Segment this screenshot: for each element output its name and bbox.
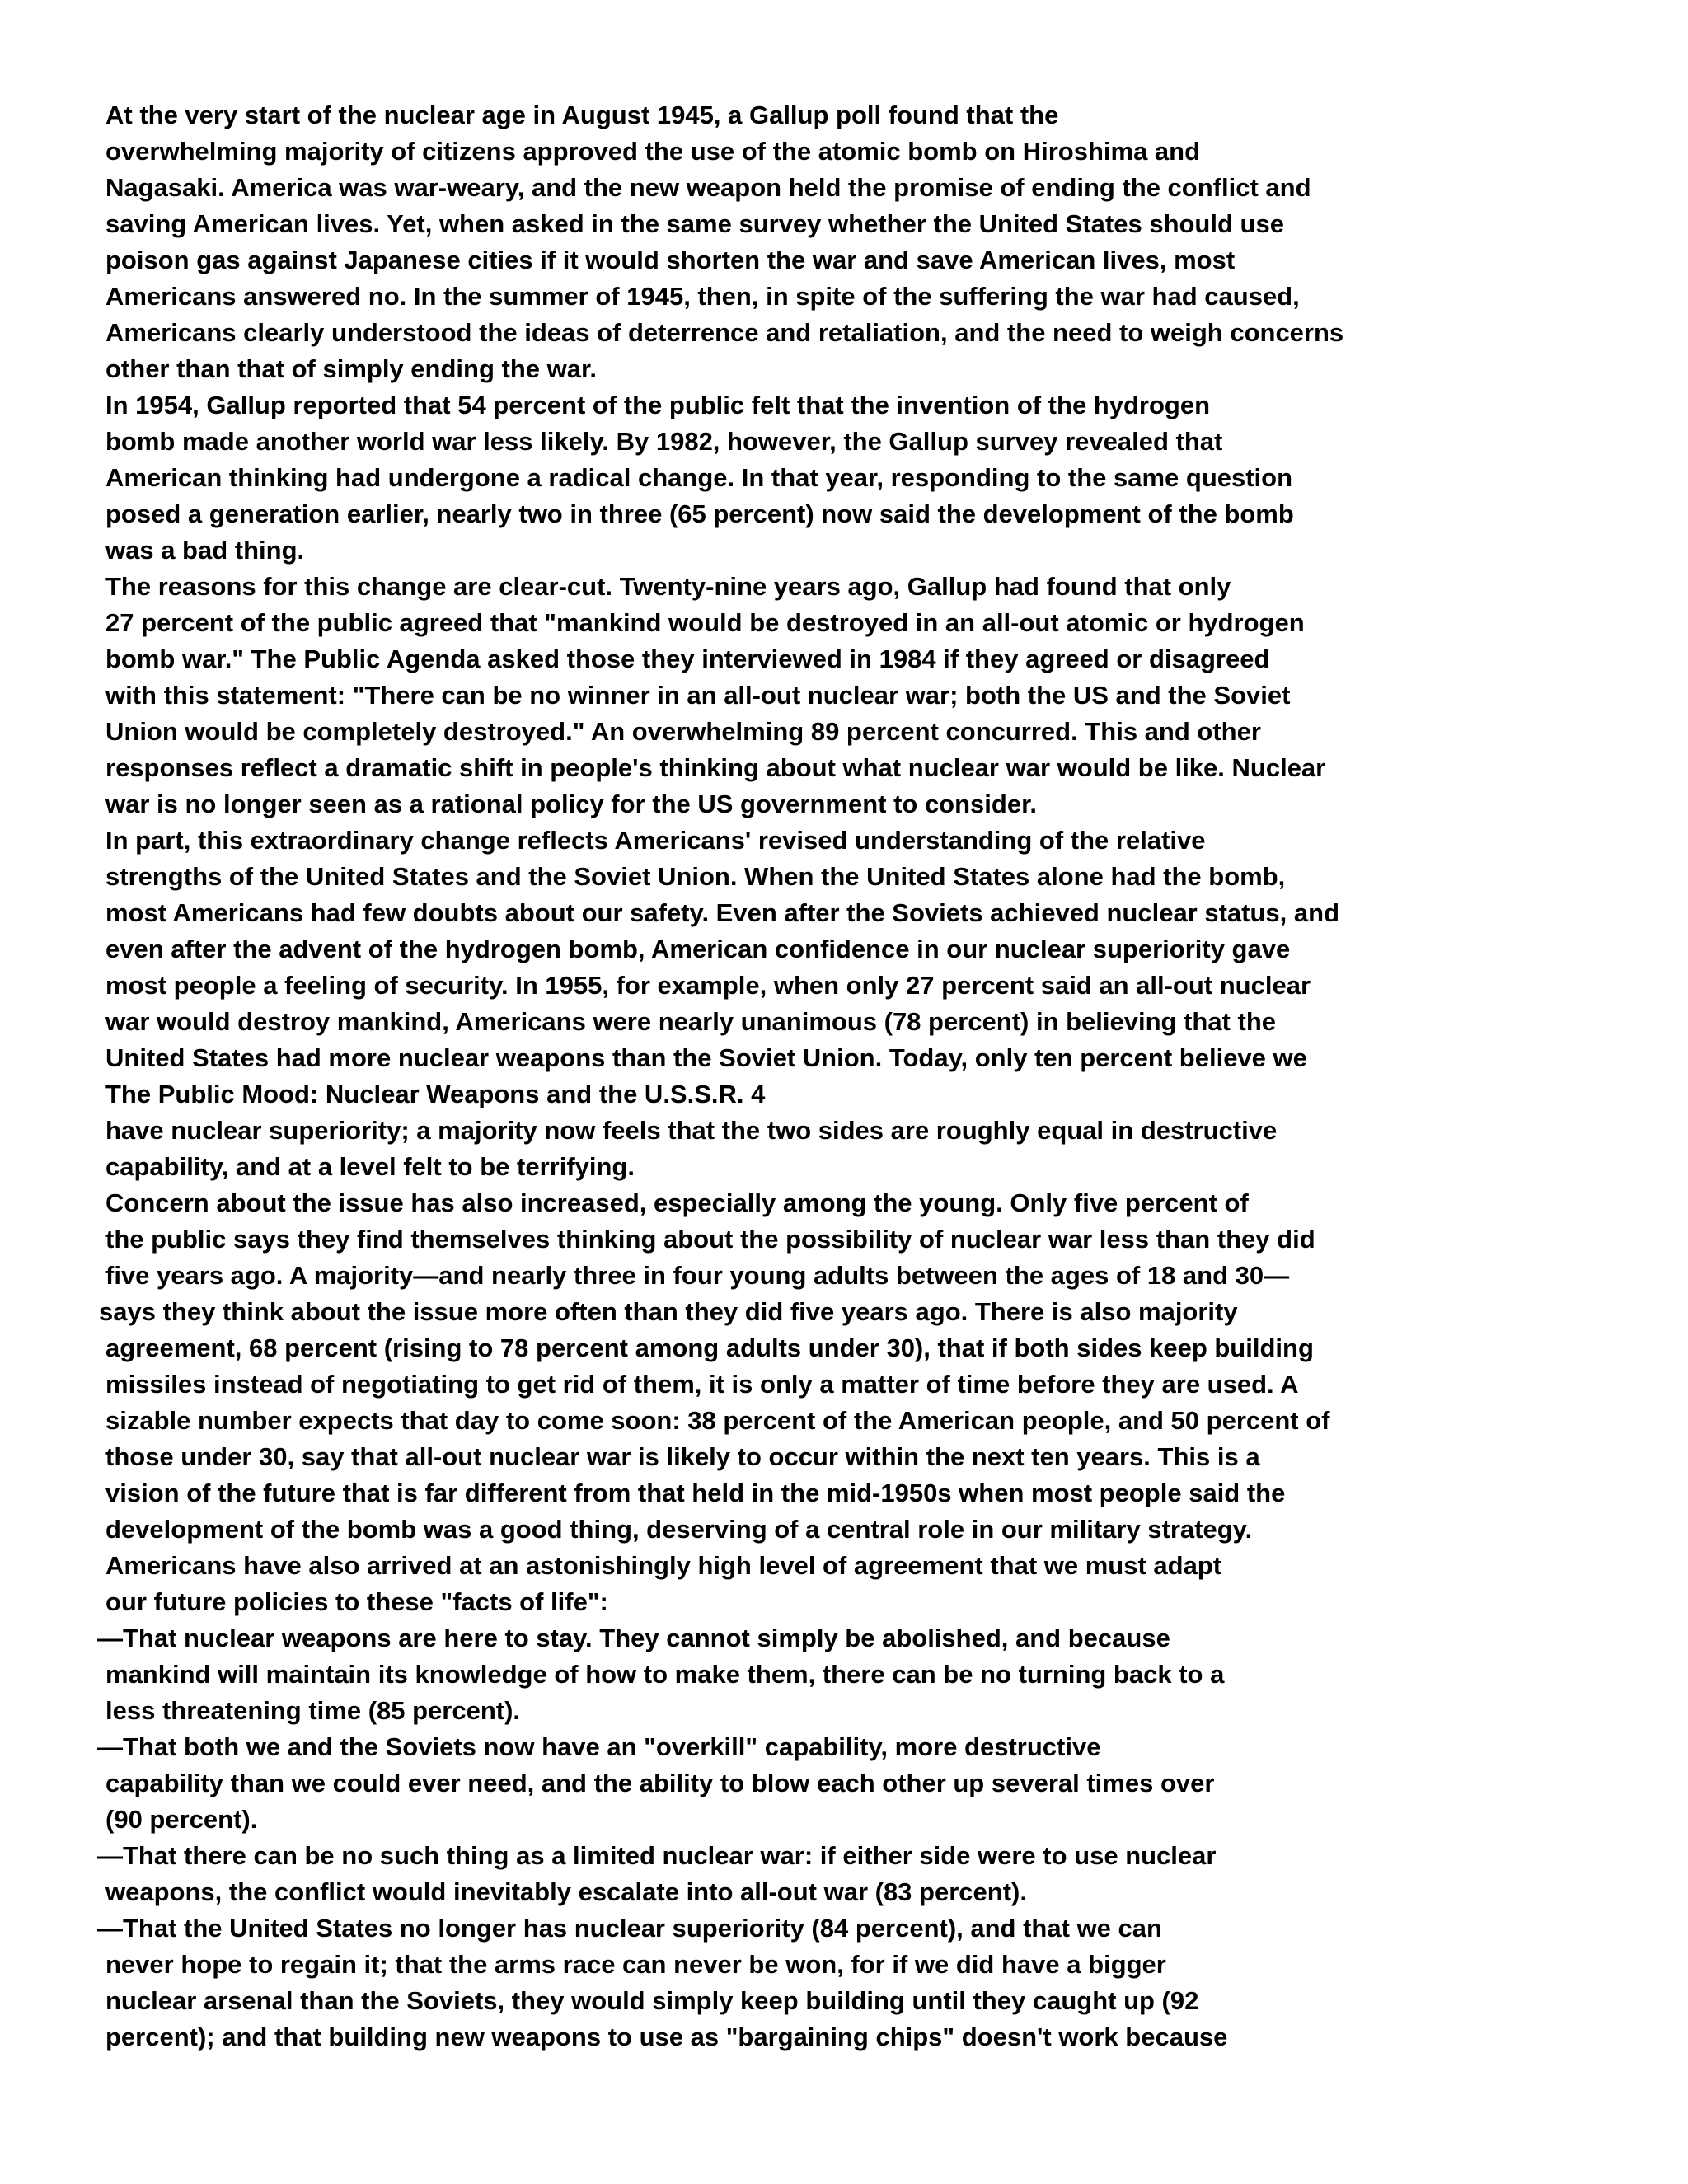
text-line: the public says they find themselves thinking about the possibility of nuclear war less than they did — [106, 1225, 1315, 1254]
text-line: Americans answered no. In the summer of 1945, then, in spite of the suffering the war had caused, — [106, 282, 1300, 311]
document-body — [97, 97, 1589, 2055]
text-line: war is no longer seen as a rational policy for the US government to consider. — [106, 790, 1038, 818]
text-line: most people a feeling of security. In 1955, for example, when only 27 percent said an all-out nuclear — [106, 971, 1311, 1000]
text-line: In part, this extraordinary change reflects Americans' revised understanding of the relative — [106, 826, 1206, 855]
text-line: At the very start of the nuclear age in August 1945, a Gallup poll found that the — [106, 101, 1059, 129]
text-line: with this statement: "There can be no winner in an all-out nuclear war; both the US and the Soviet — [106, 681, 1291, 710]
text-line: percent); and that building new weapons to use as "bargaining chips" doesn't work because — [106, 2022, 1228, 2051]
text-line: weapons, the conflict would inevitably escalate into all-out war (83 percent). — [106, 1877, 1027, 1906]
text-line: never hope to regain it; that the arms race can never be won, for if we did have a bigger — [106, 1950, 1166, 1979]
text-line: other than that of simply ending the war. — [106, 354, 597, 383]
list-item-line: —That there can be no such thing as a limited nuclear war: if either side were to use nuclear — [97, 1841, 1217, 1870]
text-line: most Americans had few doubts about our safety. Even after the Soviets achieved nuclear status, and — [106, 898, 1340, 927]
text-line: was a bad thing. — [106, 536, 305, 565]
text-line: 27 percent of the public agreed that "mankind would be destroyed in an all-out atomic or hydrogen — [106, 608, 1305, 637]
text-line: development of the bomb was a good thing, deserving of a central role in our military strategy. — [106, 1515, 1253, 1544]
text-line: nuclear arsenal than the Soviets, they would simply keep building until they caught up (92 — [106, 1986, 1199, 2015]
text-line: five years ago. A majority—and nearly three in four young adults between the ages of 18 and 30— — [106, 1261, 1290, 1290]
text-line: mankind will maintain its knowledge of how to make them, there can be no turning back to a — [106, 1660, 1225, 1689]
text-line: capability than we could ever need, and the ability to blow each other up several times over — [106, 1769, 1215, 1797]
text-line: agreement, 68 percent (rising to 78 percent among adults under 30), that if both sides keep building — [106, 1333, 1314, 1362]
text-line: (90 percent). — [106, 1805, 258, 1834]
text-line: war would destroy mankind, Americans were nearly unanimous (78 percent) in believing that the — [106, 1007, 1277, 1036]
list-item-line: —That both we and the Soviets now have an "overkill" capability, more destructive — [97, 1732, 1101, 1761]
text-line: bomb made another world war less likely. By 1982, however, the Gallup survey revealed that — [106, 427, 1223, 456]
text-line: Nagasaki. America was war-weary, and the new weapon held the promise of ending the conflict and — [106, 173, 1311, 202]
text-line: responses reflect a dramatic shift in people's thinking about what nuclear war would be like. Nuclear — [106, 753, 1326, 782]
text-line: saving American lives. Yet, when asked in the same survey whether the United States should use — [106, 209, 1284, 238]
text-line: The reasons for this change are clear-cut. Twenty-nine years ago, Gallup had found that only — [106, 572, 1231, 601]
text-line: Union would be completely destroyed." An overwhelming 89 percent concurred. This and other — [106, 717, 1261, 746]
text-line: In 1954, Gallup reported that 54 percent of the public felt that the invention of the hydrogen — [106, 391, 1211, 419]
text-line: our future policies to these "facts of life": — [106, 1587, 608, 1616]
text-line: even after the advent of the hydrogen bomb, American confidence in our nuclear superiority gave — [106, 935, 1291, 963]
text-line: American thinking had undergone a radical change. In that year, responding to the same question — [106, 463, 1293, 492]
text-line: sizable number expects that day to come soon: 38 percent of the American people, and 50 percent of — [106, 1406, 1330, 1435]
text-line: says they think about the issue more often than they did five years ago. There is also majority — [99, 1297, 1238, 1326]
text-line: bomb war." The Public Agenda asked those they interviewed in 1984 if they agreed or disagreed — [106, 644, 1270, 673]
text-line: United States had more nuclear weapons than the Soviet Union. Today, only ten percent believe we — [106, 1043, 1307, 1072]
text-line: Americans have also arrived at an astonishingly high level of agreement that we must adapt — [106, 1551, 1222, 1580]
text-line: strengths of the United States and the Soviet Union. When the United States alone had the bomb, — [106, 862, 1286, 891]
running-header: The Public Mood: Nuclear Weapons and the U.S.S.R. 4 — [106, 1080, 766, 1108]
text-line: poison gas against Japanese cities if it would shorten the war and save American lives, most — [106, 246, 1236, 274]
text-line: Americans clearly understood the ideas of deterrence and retaliation, and the need to weigh concerns — [106, 318, 1344, 347]
text-line: capability, and at a level felt to be terrifying. — [106, 1152, 635, 1181]
text-line: overwhelming majority of citizens approved the use of the atomic bomb on Hiroshima and — [106, 137, 1201, 166]
list-item-line: —That the United States no longer has nuclear superiority (84 percent), and that we can — [97, 1914, 1162, 1943]
text-line: less threatening time (85 percent). — [106, 1696, 521, 1725]
text-line: missiles instead of negotiating to get rid of them, it is only a matter of time before they are used. A — [106, 1370, 1299, 1399]
text-line: vision of the future that is far different from that held in the mid-1950s when most people said the — [106, 1479, 1286, 1507]
list-item-line: —That nuclear weapons are here to stay. They cannot simply be abolished, and because — [97, 1624, 1170, 1652]
text-line: Concern about the issue has also increased, especially among the young. Only five percent of — [106, 1188, 1249, 1217]
text-line: those under 30, say that all-out nuclear war is likely to occur within the next ten years. This is a — [106, 1442, 1260, 1471]
text-line: have nuclear superiority; a majority now feels that the two sides are roughly equal in destructive — [106, 1116, 1278, 1145]
text-line: posed a generation earlier, nearly two in three (65 percent) now said the development of the bomb — [106, 499, 1294, 528]
